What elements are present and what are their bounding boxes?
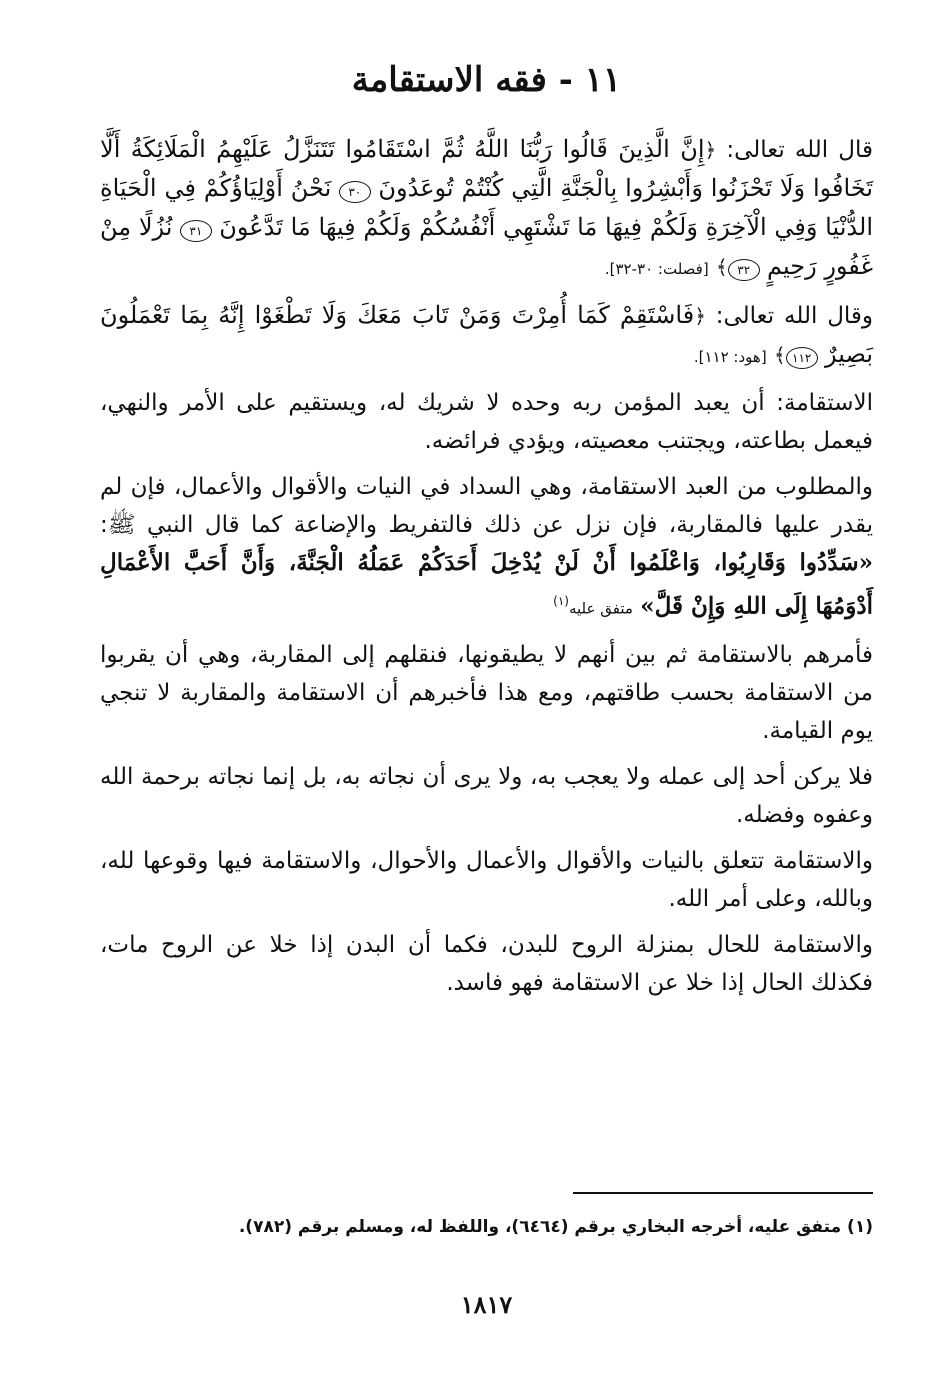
main-text <box>100 130 873 1010</box>
page-number: ١٨١٧ <box>460 1290 513 1319</box>
quran-verse-32: نُزُلًا مِنْ غَفُورٍ رَحِيمٍ <box>100 213 873 280</box>
quran-close-bracket: ﴾ <box>716 255 728 279</box>
verse-number-30: ٣٠ <box>339 181 371 203</box>
quran-open-bracket: ﴿ <box>704 138 717 162</box>
paragraph-analogy: والاستقامة للحال بمنزلة الروح للبدن، فكما أن البدن إذا خلا عن الروح مات، فكذلك الحال إذا خلا عن الاستقامة فهو فاسد. <box>100 931 873 996</box>
paragraph-scope: والاستقامة تتعلق بالنيات والأقوال والأعمال والأحوال، والاستقامة فيها وقوعها لله، وبالله، وعلى أمر الله. <box>100 847 873 912</box>
footnote-marker: (١) <box>553 594 569 608</box>
footnote: (١) متفق عليه، أخرجه البخاري برقم (٦٤٦٤)، واللفظ له، ومسلم برقم (٧٨٢). <box>238 1217 873 1237</box>
paragraph-definition: الاستقامة: أن يعبد المؤمن ربه وحده لا شريك له، ويستقيم على الأمر والنهي، فيعمل بطاعته، ويجتنب معصيته، ويؤدي فرائضه. <box>100 390 873 454</box>
quran-verse-112: فَاسْتَقِمْ كَمَا أُمِرْتَ وَمَنْ تَابَ مَعَكَ وَلَا تَطْغَوْا إِنَّهُ بِمَا تَعْمَلُونَ بَصِيرٌ <box>100 301 873 368</box>
quote-intro: وقال الله تعالى: <box>715 303 874 329</box>
paragraph-quran-hud <box>100 296 873 376</box>
quran-open-bracket: ﴿ <box>694 304 706 328</box>
paragraph-hadith <box>100 468 873 628</box>
paragraph-explanation: فأمرهم بالاستقامة ثم بين أنهم لا يطيقونها، فنقلهم إلى المقاربة، وهي أن يقربوا من الاستقامة بحسب طاقتهم، ومع هذا فأخبرهم أن الاستقامة والمقاربة لا تنجي يوم القيامة. <box>100 641 873 744</box>
quran-verse-31: نَحْنُ أَوْلِيَاؤُكُمْ فِي الْحَيَاةِ الدُّنْيَا وَفِي الْآخِرَةِ وَلَكُمْ فِيهَا مَا تَشْتَهِي أَنْفُسُكُمْ وَلَكُمْ فِيهَا مَا تَدَّعُونَ <box>100 174 873 241</box>
paragraph-reliance: فلا يركن أحد إلى عمله ولا يعجب به، ولا يرى أن نجاته به، بل إنما نجاته برحمة الله وعفوه وفضله. <box>100 763 873 828</box>
footnote-divider <box>573 1192 873 1194</box>
verse-number-32: ٣٢ <box>728 259 760 281</box>
quran-verse-30: إِنَّ الَّذِينَ قَالُوا رَبُّنَا اللَّهُ ثُمَّ اسْتَقَامُوا تَتَنَزَّلُ عَلَيْهِمُ الْمَلَائِكَةُ أَلَّا تَخَافُوا وَلَا تَحْزَنُوا وَأَبْشِرُوا بِالْجَنَّةِ الَّتِي كُنْتُمْ تُوعَدُونَ <box>100 135 874 202</box>
page-title: ١١ - فقه الاستقامة <box>351 60 622 100</box>
verse-number-31: ٣١ <box>180 220 212 242</box>
quran-close-bracket: ﴾ <box>773 343 786 367</box>
page <box>100 0 873 1381</box>
quran-reference: [هود: ١١٢]. <box>693 348 767 366</box>
paragraph-text: والمطلوب من العبد الاستقامة، وهي السداد في النيات والأقوال والأعمال، فإن لم يقدر عليها فالمقاربة، فإن نزل عن ذلك فالتفريط والإضاعة كما قال النبي ﷺ: <box>100 474 873 538</box>
paragraph-quran-fussilat <box>100 130 873 288</box>
hadith-quote: «سَدِّدُوا وَقَارِبُوا، وَاعْلَمُوا أَنْ لَنْ يُدْخِلَ أَحَدَكُمْ عَمَلُهُ الْجَنَّةَ، وَأَنَّ أَحَبَّ الأَعْمَالِ أَدْوَمُهَا إِلَى اللهِ وَإِنْ قَلَّ» <box>100 549 873 620</box>
hadith-source: متفق عليه <box>568 599 633 618</box>
quran-reference: [فصلت: ٣٠-٣٢]. <box>604 260 709 278</box>
verse-number-112: ١١٢ <box>786 347 818 369</box>
quote-intro: قال الله تعالى: <box>726 137 874 163</box>
